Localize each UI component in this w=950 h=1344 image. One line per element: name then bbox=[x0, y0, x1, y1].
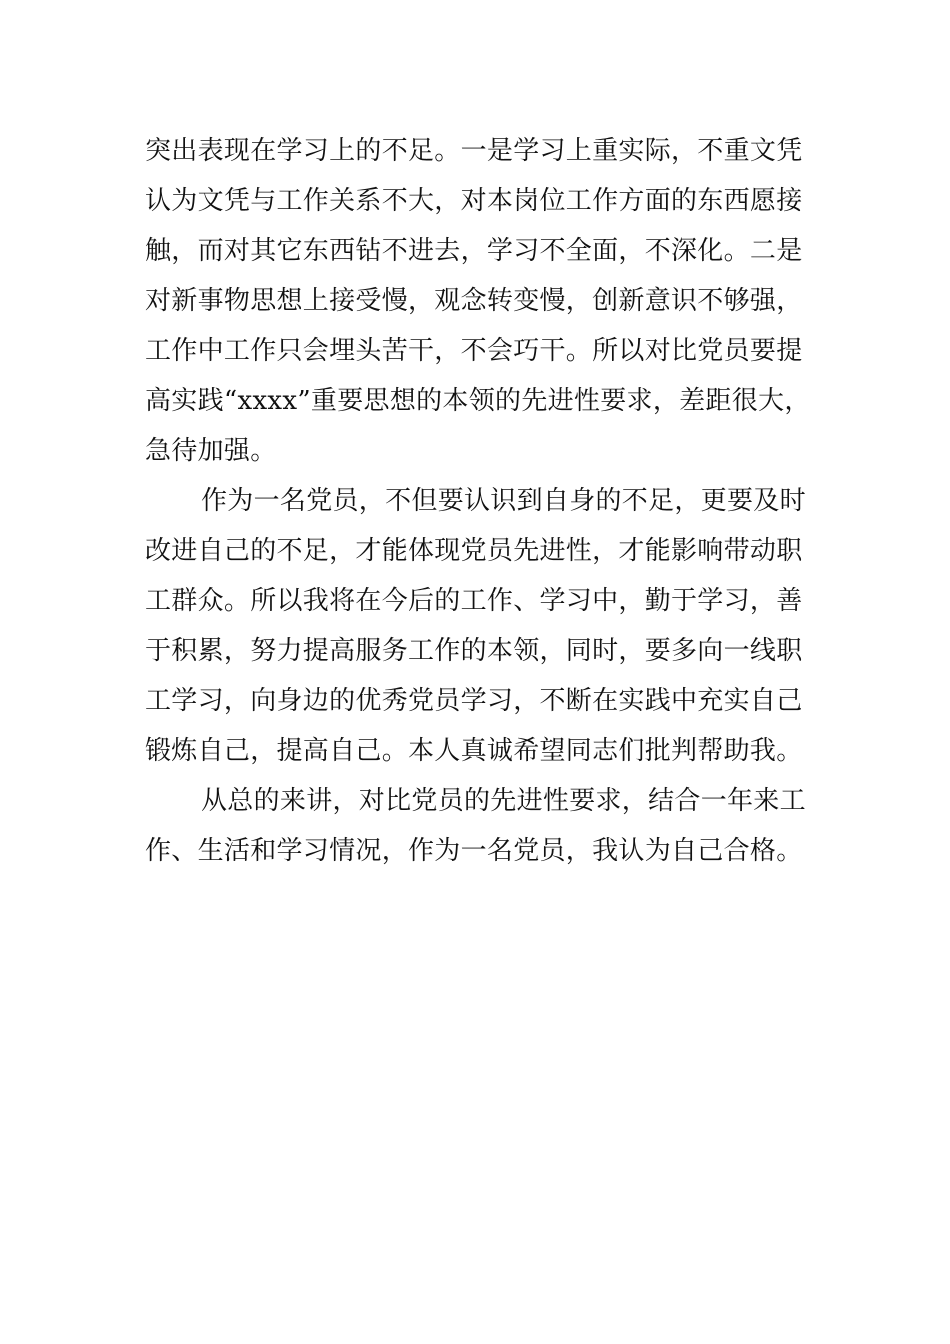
paragraph-1 bbox=[145, 126, 825, 476]
paragraph-3 bbox=[145, 776, 825, 876]
paragraph-line: 工作中工作只会埋头苦干，不会巧干。所以对比党员要提 bbox=[145, 336, 803, 366]
paragraph-line: 从总的来讲，对比党员的先进性要求，结合一年来工 bbox=[201, 786, 806, 816]
paragraph-line: 改进自己的不足，才能体现党员先进性，才能影响带动职 bbox=[145, 536, 803, 566]
paragraph-line: 于积累，努力提高服务工作的本领，同时，要多向一线职 bbox=[145, 636, 803, 666]
paragraph-line: 对新事物思想上接受慢，观念转变慢，创新意识不够强， bbox=[145, 286, 803, 316]
paragraph-line: 触，而对其它东西钻不进去，学习不全面，不深化。二是 bbox=[145, 236, 803, 266]
paragraph-line: 作、生活和学习情况，作为一名党员，我认为自己合格。 bbox=[145, 836, 803, 866]
document-body bbox=[145, 126, 825, 876]
paragraph-line: 锻炼自己，提高自己。本人真诚希望同志们批判帮助我。 bbox=[145, 736, 803, 766]
paragraph-line: 高实践“xxxx”重要思想的本领的先进性要求，差距很大， bbox=[145, 386, 811, 416]
paragraph-line: 突出表现在学习上的不足。一是学习上重实际，不重文凭 bbox=[145, 136, 803, 166]
paragraph-2 bbox=[145, 476, 825, 776]
paragraph-line: 急待加强。 bbox=[145, 436, 277, 466]
paragraph-line: 作为一名党员，不但要认识到自身的不足，更要及时 bbox=[201, 486, 806, 516]
paragraph-line: 认为文凭与工作关系不大，对本岗位工作方面的东西愿接 bbox=[145, 186, 803, 216]
paragraph-line: 工群众。所以我将在今后的工作、学习中，勤于学习，善 bbox=[145, 586, 803, 616]
paragraph-line: 工学习，向身边的优秀党员学习，不断在实践中充实自己 bbox=[145, 686, 803, 716]
